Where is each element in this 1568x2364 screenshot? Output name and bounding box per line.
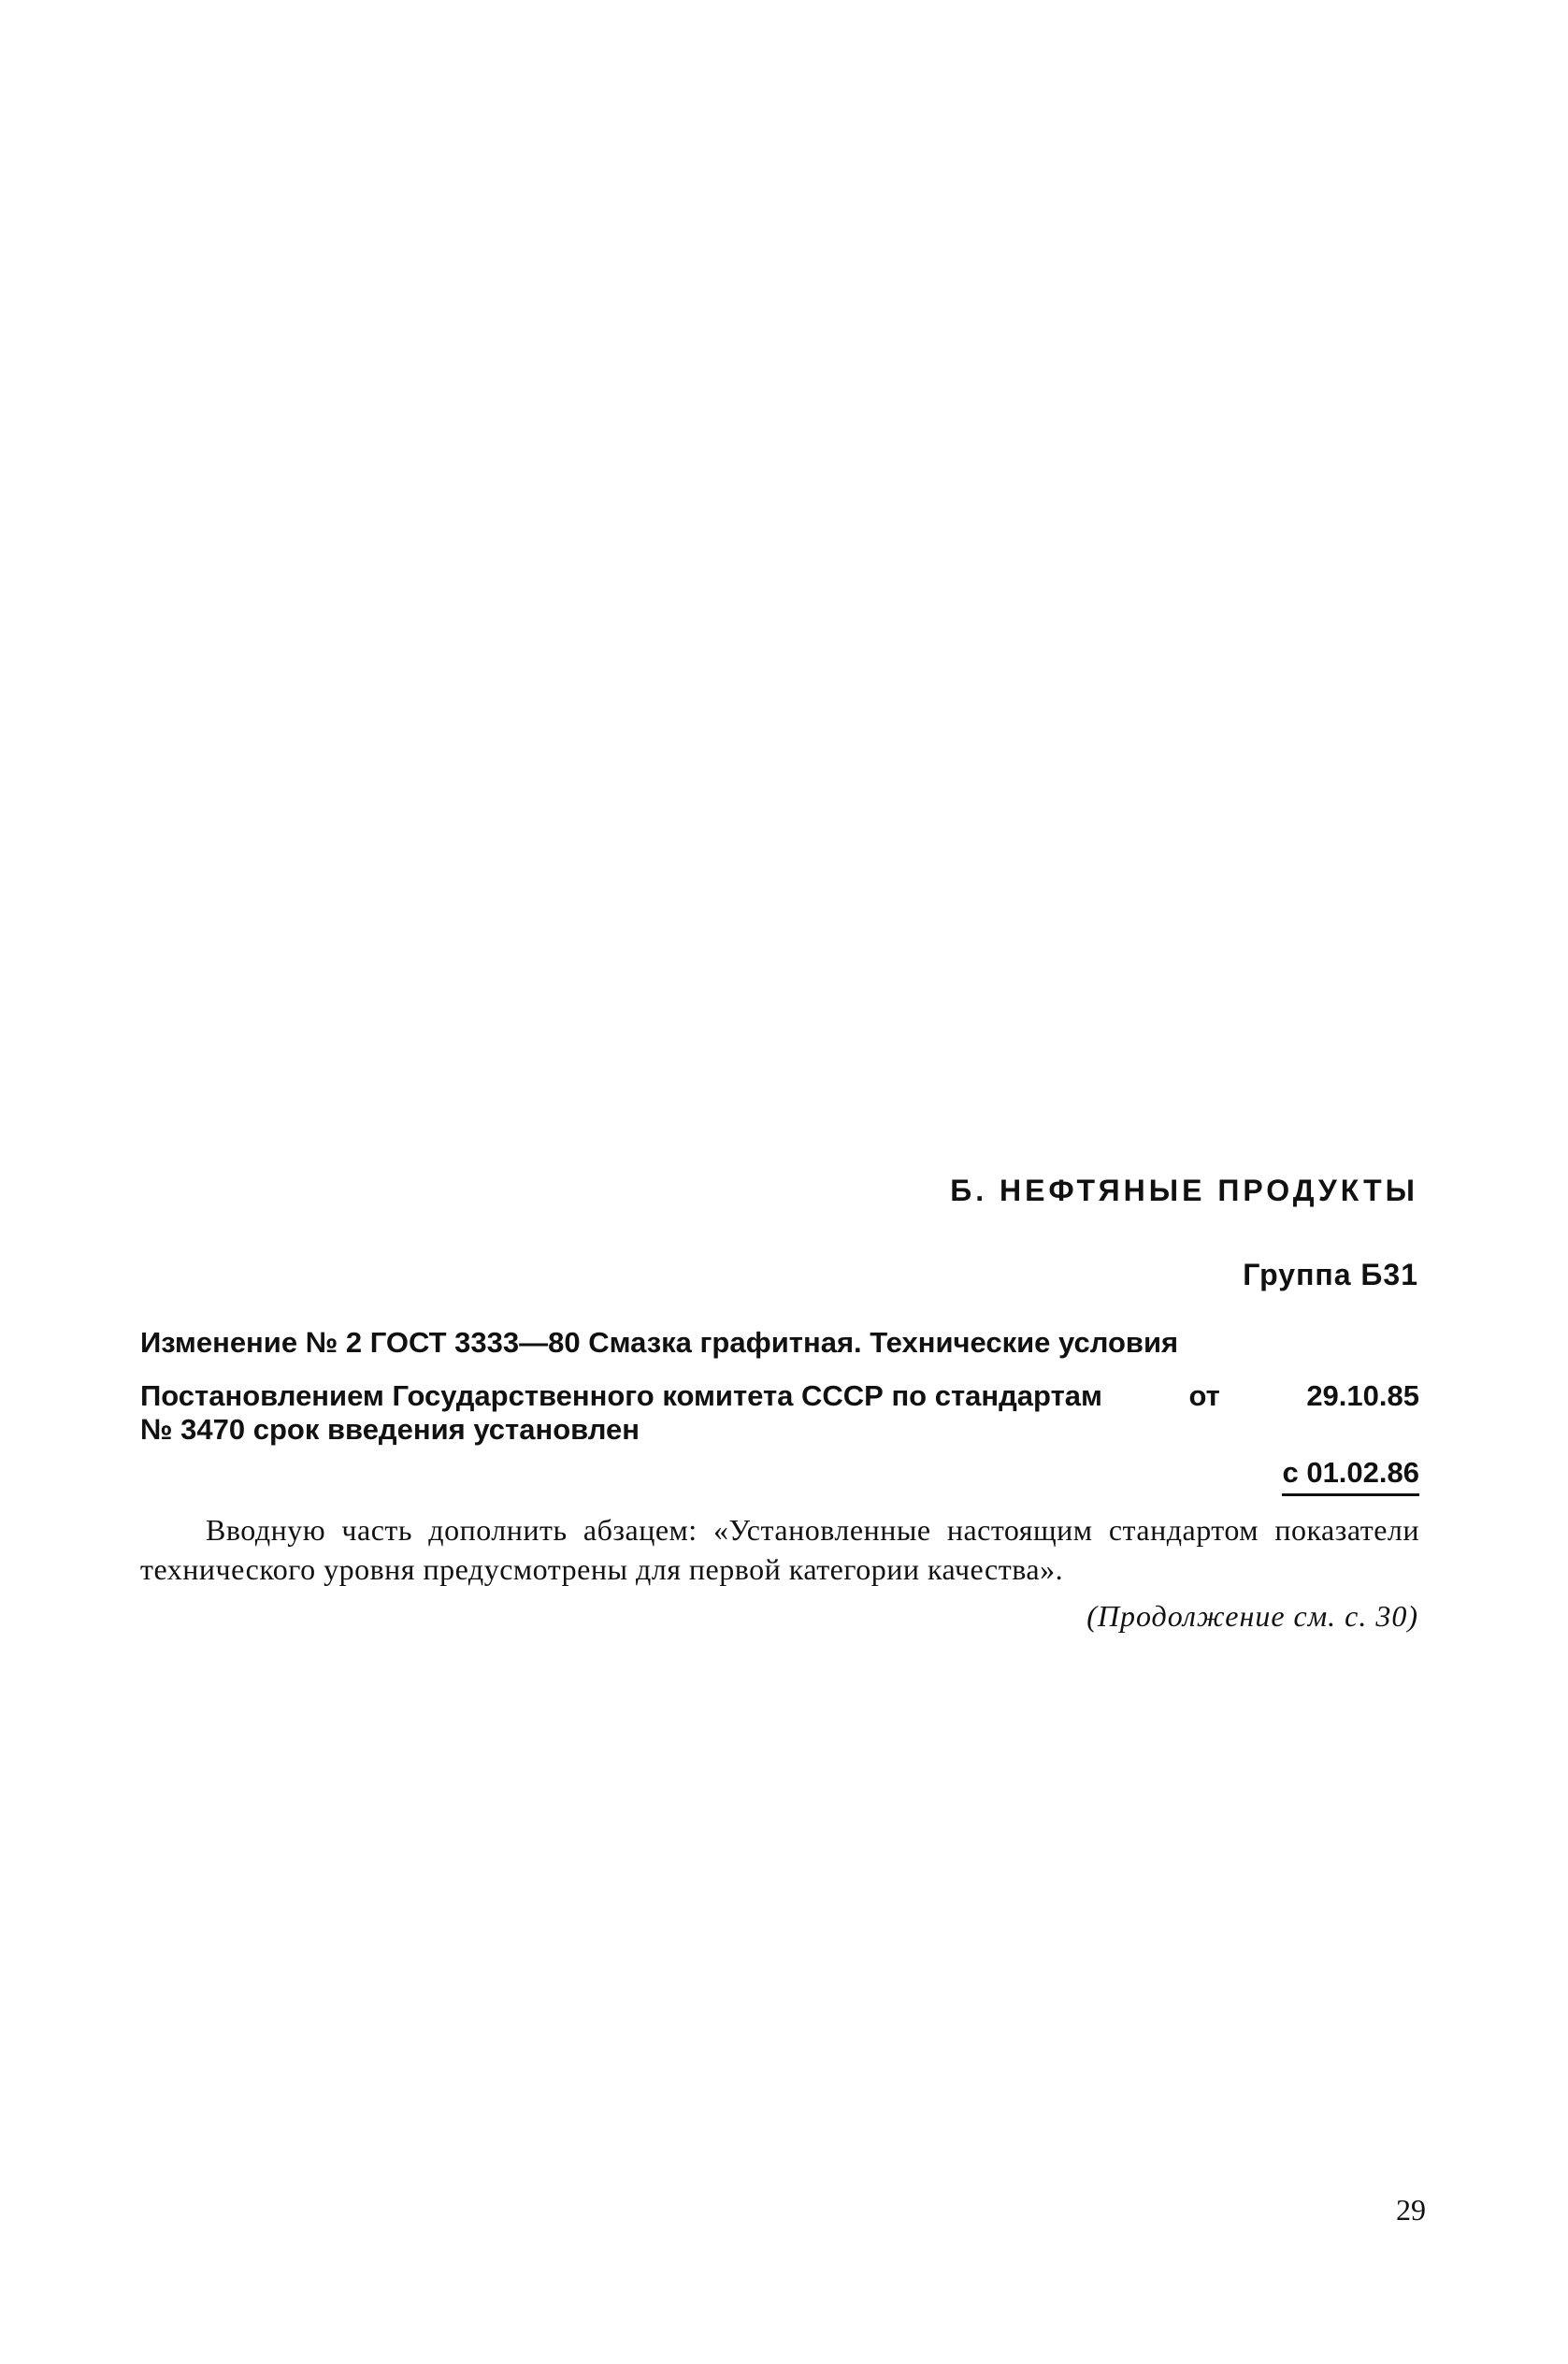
resolution-date: 29.10.85 — [1306, 1379, 1419, 1412]
group-code: Группа Б31 — [1243, 1258, 1418, 1291]
resolution-line-2: № 3470 срок введения установлен — [140, 1413, 640, 1446]
resolution-line-1 — [140, 1379, 1419, 1413]
page-number: 29 — [1396, 2193, 1426, 2227]
section-title: Б. НЕФТЯНЫЕ ПРОДУКТЫ — [950, 1174, 1418, 1207]
continuation-note: (Продолжение см. с. 30) — [1086, 1599, 1418, 1633]
amendment-title: Изменение № 2 ГОСТ 3333—80 Смазка графитная. Технические условия — [140, 1326, 1179, 1359]
effective-date-row — [140, 1456, 1419, 1496]
resolution-authority: Постановлением Государственного комитета СССР по стандартам — [140, 1379, 1102, 1412]
resolution-block — [140, 1379, 1419, 1496]
effective-date: с 01.02.86 — [1282, 1456, 1419, 1496]
resolution-from: от — [1188, 1379, 1220, 1412]
body-paragraph: Вводную часть дополнить абзацем: «Установленные настоящим стандартом показатели технического уровня предусмотрены для первой категории качества». — [140, 1513, 1419, 1586]
